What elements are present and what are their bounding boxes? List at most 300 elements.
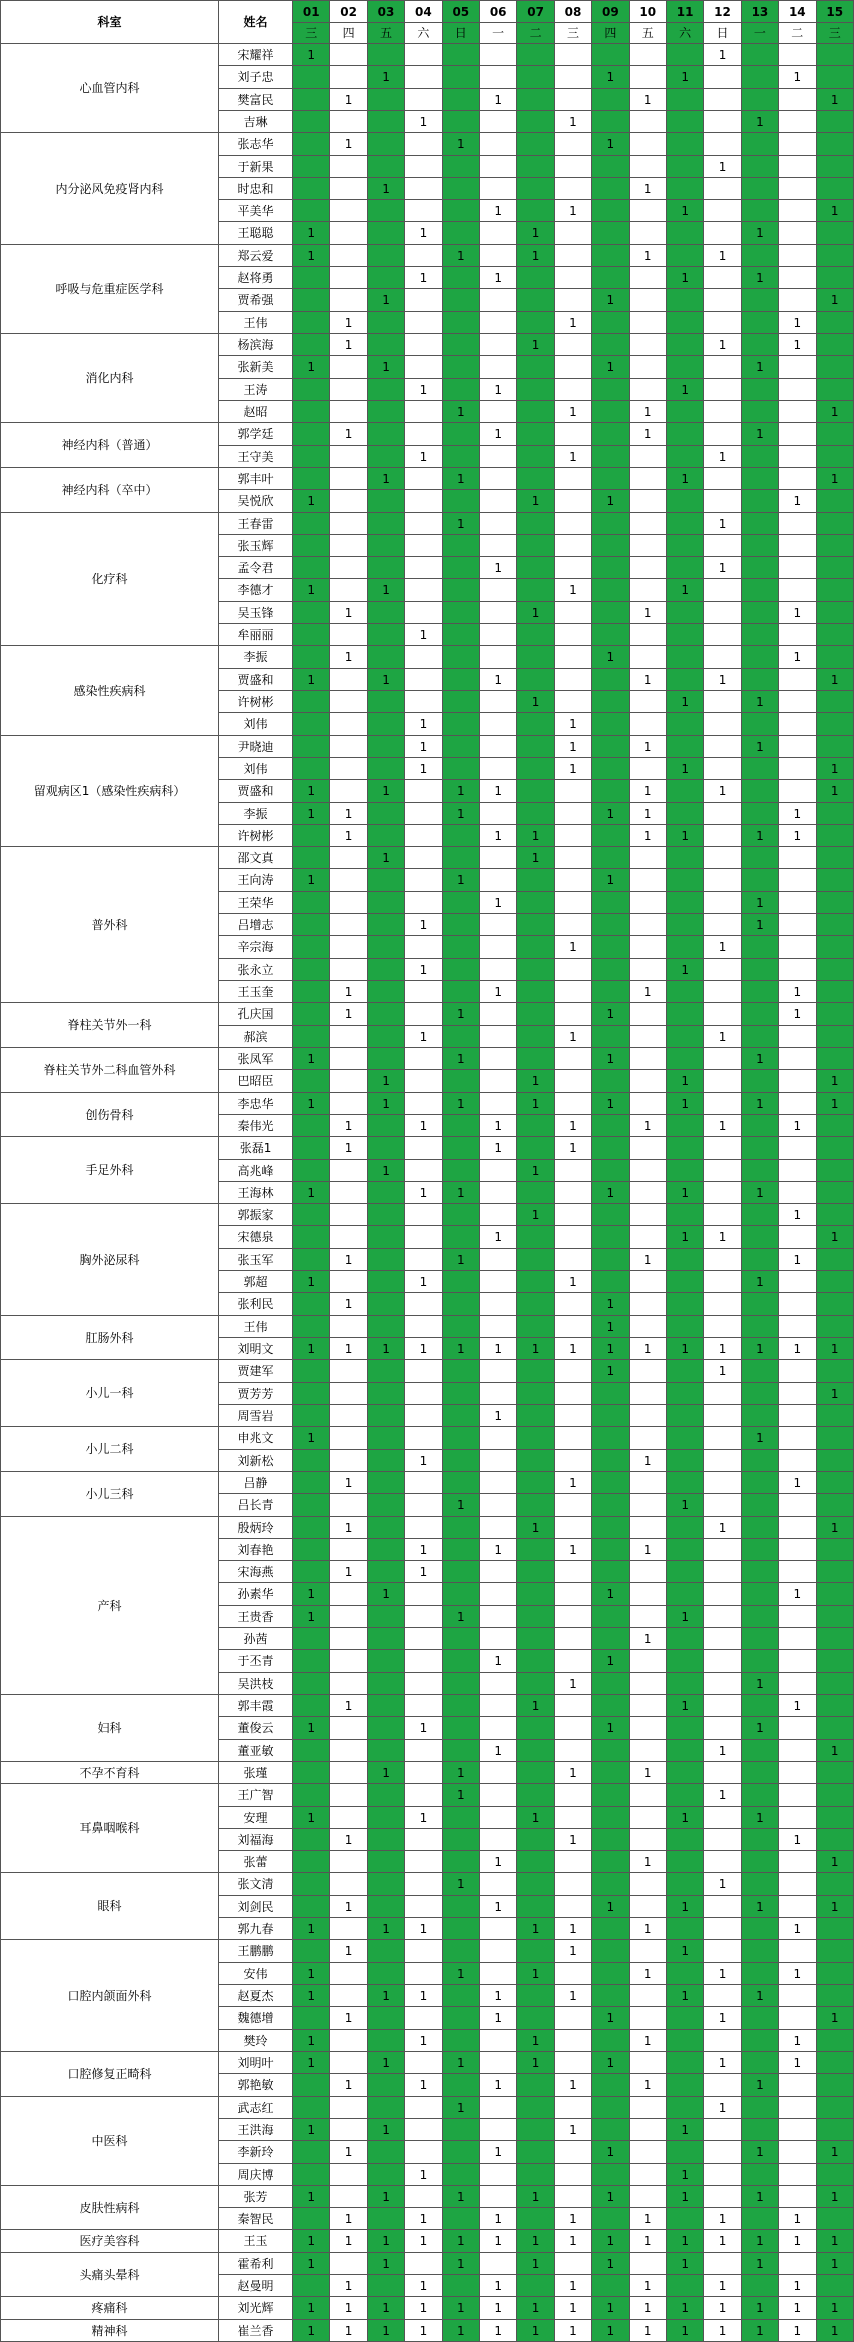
duty-empty-cell bbox=[779, 44, 816, 66]
duty-empty-cell bbox=[592, 1807, 629, 1829]
duty-mark-cell: 1 bbox=[779, 1583, 816, 1606]
duty-mark-cell: 1 bbox=[629, 89, 666, 111]
duty-mark-cell: 1 bbox=[779, 312, 816, 334]
duty-mark-cell: 1 bbox=[442, 2297, 479, 2320]
duty-empty-cell bbox=[442, 1896, 479, 1918]
duty-empty-cell bbox=[517, 1026, 554, 1048]
duty-empty-cell bbox=[293, 1204, 330, 1226]
duty-mark-cell: 1 bbox=[629, 1762, 666, 1784]
duty-empty-cell bbox=[367, 2074, 404, 2097]
duty-empty-cell bbox=[629, 1226, 666, 1249]
duty-empty-cell bbox=[479, 1918, 516, 1940]
duty-mark-cell: 1 bbox=[479, 2074, 516, 2097]
duty-empty-cell bbox=[442, 713, 479, 736]
duty-empty-cell bbox=[741, 446, 778, 468]
duty-empty-cell bbox=[779, 1807, 816, 1829]
duty-empty-cell bbox=[442, 1293, 479, 1316]
duty-empty-cell bbox=[554, 2141, 591, 2164]
duty-empty-cell bbox=[554, 156, 591, 178]
duty-empty-cell bbox=[592, 1851, 629, 1873]
duty-mark-cell: 1 bbox=[293, 1048, 330, 1070]
duty-mark-cell: 1 bbox=[779, 2320, 816, 2342]
duty-empty-cell bbox=[592, 1873, 629, 1896]
duty-empty-cell bbox=[779, 2186, 816, 2208]
duty-empty-cell bbox=[554, 1249, 591, 1271]
staff-name-cell: 王荣华 bbox=[219, 892, 293, 914]
duty-empty-cell bbox=[442, 1137, 479, 1160]
duty-empty-cell bbox=[405, 1695, 442, 1717]
duty-empty-cell bbox=[405, 602, 442, 624]
staff-name-cell: 时忠和 bbox=[219, 178, 293, 200]
staff-name-cell: 王海林 bbox=[219, 1182, 293, 1204]
duty-empty-cell bbox=[330, 847, 367, 869]
duty-empty-cell bbox=[442, 2141, 479, 2164]
duty-mark-cell: 1 bbox=[554, 1137, 591, 1160]
duty-empty-cell bbox=[330, 914, 367, 936]
duty-empty-cell bbox=[479, 691, 516, 713]
duty-empty-cell bbox=[479, 289, 516, 312]
duty-empty-cell bbox=[741, 1360, 778, 1383]
duty-empty-cell bbox=[554, 1494, 591, 1517]
duty-empty-cell bbox=[517, 646, 554, 669]
duty-empty-cell bbox=[816, 1561, 854, 1583]
duty-mark-cell: 1 bbox=[479, 379, 516, 401]
staff-name-cell: 张永立 bbox=[219, 959, 293, 981]
duty-mark-cell: 1 bbox=[517, 2230, 554, 2253]
duty-mark-cell: 1 bbox=[293, 44, 330, 66]
duty-empty-cell bbox=[816, 1204, 854, 1226]
duty-empty-cell bbox=[293, 312, 330, 334]
duty-empty-cell bbox=[554, 423, 591, 446]
duty-empty-cell bbox=[367, 535, 404, 557]
duty-empty-cell bbox=[592, 1137, 629, 1160]
duty-mark-cell: 1 bbox=[666, 1695, 703, 1717]
duty-empty-cell bbox=[554, 178, 591, 200]
duty-empty-cell bbox=[741, 803, 778, 825]
duty-mark-cell: 1 bbox=[666, 1940, 703, 1963]
duty-empty-cell bbox=[779, 869, 816, 892]
duty-empty-cell bbox=[666, 2007, 703, 2030]
duty-mark-cell: 1 bbox=[442, 1784, 479, 1807]
duty-empty-cell bbox=[592, 44, 629, 66]
duty-mark-cell: 1 bbox=[293, 2030, 330, 2052]
day-number-header: 02 bbox=[330, 1, 367, 23]
duty-empty-cell bbox=[666, 1383, 703, 1405]
duty-empty-cell bbox=[779, 2164, 816, 2186]
duty-mark-cell: 1 bbox=[479, 2007, 516, 2030]
duty-mark-cell: 1 bbox=[554, 1829, 591, 1851]
table-row bbox=[1, 1093, 854, 1115]
duty-empty-cell bbox=[405, 490, 442, 513]
duty-mark-cell: 1 bbox=[405, 1450, 442, 1472]
duty-mark-cell: 1 bbox=[554, 2275, 591, 2297]
duty-mark-cell: 1 bbox=[554, 1673, 591, 1695]
duty-empty-cell bbox=[479, 2253, 516, 2275]
duty-empty-cell bbox=[442, 1985, 479, 2007]
duty-empty-cell bbox=[629, 869, 666, 892]
duty-empty-cell bbox=[479, 513, 516, 535]
duty-empty-cell bbox=[293, 1517, 330, 1539]
duty-empty-cell bbox=[330, 2119, 367, 2141]
duty-mark-cell: 1 bbox=[554, 446, 591, 468]
duty-empty-cell bbox=[816, 1762, 854, 1784]
duty-empty-cell bbox=[367, 803, 404, 825]
department-cell: 精神科 bbox=[1, 2320, 219, 2342]
duty-empty-cell bbox=[479, 1717, 516, 1740]
weekday-header: 日 bbox=[704, 23, 741, 44]
duty-empty-cell bbox=[704, 111, 741, 133]
duty-empty-cell bbox=[293, 2141, 330, 2164]
duty-mark-cell: 1 bbox=[629, 2074, 666, 2097]
duty-empty-cell bbox=[592, 1606, 629, 1628]
duty-mark-cell: 1 bbox=[479, 423, 516, 446]
duty-empty-cell bbox=[816, 1405, 854, 1427]
duty-empty-cell bbox=[629, 1940, 666, 1963]
duty-empty-cell bbox=[367, 1405, 404, 1427]
duty-empty-cell bbox=[479, 66, 516, 89]
duty-empty-cell bbox=[517, 1137, 554, 1160]
duty-empty-cell bbox=[816, 646, 854, 669]
duty-mark-cell: 1 bbox=[592, 289, 629, 312]
duty-empty-cell bbox=[779, 2097, 816, 2119]
duty-empty-cell bbox=[367, 1740, 404, 1762]
duty-empty-cell bbox=[554, 2030, 591, 2052]
duty-empty-cell bbox=[367, 1851, 404, 1873]
duty-empty-cell bbox=[554, 89, 591, 111]
duty-mark-cell: 1 bbox=[293, 1717, 330, 1740]
duty-mark-cell: 1 bbox=[704, 1873, 741, 1896]
duty-empty-cell bbox=[479, 1807, 516, 1829]
duty-empty-cell bbox=[816, 602, 854, 624]
duty-empty-cell bbox=[816, 1985, 854, 2007]
duty-mark-cell: 1 bbox=[405, 2030, 442, 2052]
duty-empty-cell bbox=[517, 1427, 554, 1450]
duty-empty-cell bbox=[592, 1249, 629, 1271]
duty-empty-cell bbox=[367, 44, 404, 66]
staff-name-cell: 吕静 bbox=[219, 1472, 293, 1494]
duty-mark-cell: 1 bbox=[367, 2253, 404, 2275]
duty-empty-cell bbox=[741, 1918, 778, 1940]
staff-name-cell: 王涛 bbox=[219, 379, 293, 401]
table-row bbox=[1, 2230, 854, 2253]
duty-empty-cell bbox=[666, 1472, 703, 1494]
duty-empty-cell bbox=[592, 446, 629, 468]
duty-empty-cell bbox=[367, 1293, 404, 1316]
duty-empty-cell bbox=[704, 2141, 741, 2164]
duty-empty-cell bbox=[741, 624, 778, 646]
duty-empty-cell bbox=[816, 1784, 854, 1807]
duty-empty-cell bbox=[367, 1427, 404, 1450]
duty-empty-cell bbox=[779, 1851, 816, 1873]
duty-empty-cell bbox=[704, 579, 741, 602]
duty-mark-cell: 1 bbox=[592, 133, 629, 156]
duty-empty-cell bbox=[293, 1405, 330, 1427]
duty-empty-cell bbox=[554, 981, 591, 1003]
duty-empty-cell bbox=[330, 1048, 367, 1070]
duty-empty-cell bbox=[629, 2007, 666, 2030]
duty-empty-cell bbox=[816, 2052, 854, 2074]
duty-empty-cell bbox=[629, 2253, 666, 2275]
duty-empty-cell bbox=[442, 2007, 479, 2030]
department-cell: 疼痛科 bbox=[1, 2297, 219, 2320]
duty-empty-cell bbox=[517, 1182, 554, 1204]
duty-empty-cell bbox=[442, 2275, 479, 2297]
duty-empty-cell bbox=[405, 1383, 442, 1405]
duty-empty-cell bbox=[405, 1137, 442, 1160]
duty-empty-cell bbox=[367, 892, 404, 914]
duty-empty-cell bbox=[816, 1918, 854, 1940]
duty-mark-cell: 1 bbox=[816, 200, 854, 222]
duty-empty-cell bbox=[816, 222, 854, 245]
duty-empty-cell bbox=[779, 446, 816, 468]
duty-mark-cell: 1 bbox=[629, 669, 666, 691]
duty-empty-cell bbox=[330, 1316, 367, 1338]
duty-mark-cell: 1 bbox=[554, 1985, 591, 2007]
duty-empty-cell bbox=[517, 2074, 554, 2097]
duty-empty-cell bbox=[554, 1160, 591, 1182]
duty-empty-cell bbox=[629, 1472, 666, 1494]
duty-empty-cell bbox=[554, 1517, 591, 1539]
duty-mark-cell: 1 bbox=[816, 1517, 854, 1539]
duty-mark-cell: 1 bbox=[741, 1093, 778, 1115]
table-row bbox=[1, 44, 854, 66]
table-row bbox=[1, 2320, 854, 2342]
duty-mark-cell: 1 bbox=[629, 602, 666, 624]
duty-empty-cell bbox=[741, 646, 778, 669]
duty-empty-cell bbox=[554, 1583, 591, 1606]
department-cell: 创伤骨科 bbox=[1, 1093, 219, 1137]
staff-name-cell: 赵昭 bbox=[219, 401, 293, 423]
duty-empty-cell bbox=[293, 1115, 330, 1137]
duty-empty-cell bbox=[779, 513, 816, 535]
duty-empty-cell bbox=[779, 1226, 816, 1249]
duty-mark-cell: 1 bbox=[779, 334, 816, 356]
duty-empty-cell bbox=[367, 1784, 404, 1807]
duty-empty-cell bbox=[554, 2164, 591, 2186]
duty-empty-cell bbox=[479, 914, 516, 936]
duty-empty-cell bbox=[741, 1226, 778, 1249]
duty-empty-cell bbox=[629, 1896, 666, 1918]
duty-empty-cell bbox=[704, 1450, 741, 1472]
duty-empty-cell bbox=[741, 713, 778, 736]
duty-empty-cell bbox=[479, 646, 516, 669]
duty-empty-cell bbox=[442, 847, 479, 869]
duty-empty-cell bbox=[330, 736, 367, 758]
duty-empty-cell bbox=[442, 669, 479, 691]
duty-empty-cell bbox=[293, 959, 330, 981]
duty-empty-cell bbox=[629, 624, 666, 646]
duty-mark-cell: 1 bbox=[330, 1695, 367, 1717]
duty-empty-cell bbox=[479, 1472, 516, 1494]
duty-empty-cell bbox=[629, 1360, 666, 1383]
duty-empty-cell bbox=[666, 869, 703, 892]
duty-mark-cell: 1 bbox=[479, 2230, 516, 2253]
duty-mark-cell: 1 bbox=[442, 1762, 479, 1784]
duty-mark-cell: 1 bbox=[592, 2141, 629, 2164]
duty-mark-cell: 1 bbox=[330, 1472, 367, 1494]
duty-mark-cell: 1 bbox=[330, 646, 367, 669]
duty-empty-cell bbox=[517, 289, 554, 312]
duty-mark-cell: 1 bbox=[330, 1561, 367, 1583]
duty-mark-cell: 1 bbox=[629, 2297, 666, 2320]
duty-empty-cell bbox=[592, 1963, 629, 1985]
duty-empty-cell bbox=[779, 758, 816, 780]
duty-empty-cell bbox=[629, 1137, 666, 1160]
duty-empty-cell bbox=[704, 892, 741, 914]
duty-empty-cell bbox=[405, 780, 442, 803]
duty-empty-cell bbox=[293, 178, 330, 200]
duty-mark-cell: 1 bbox=[741, 2297, 778, 2320]
duty-empty-cell bbox=[554, 914, 591, 936]
duty-empty-cell bbox=[816, 869, 854, 892]
duty-empty-cell bbox=[405, 334, 442, 356]
duty-mark-cell: 1 bbox=[442, 1606, 479, 1628]
table-row bbox=[1, 2253, 854, 2275]
duty-empty-cell bbox=[367, 2164, 404, 2186]
duty-empty-cell bbox=[779, 1762, 816, 1784]
duty-mark-cell: 1 bbox=[330, 825, 367, 847]
duty-empty-cell bbox=[816, 1427, 854, 1450]
duty-mark-cell: 1 bbox=[779, 2230, 816, 2253]
duty-mark-cell: 1 bbox=[629, 1918, 666, 1940]
duty-mark-cell: 1 bbox=[442, 1873, 479, 1896]
duty-mark-cell: 1 bbox=[367, 289, 404, 312]
duty-mark-cell: 1 bbox=[816, 1070, 854, 1093]
duty-mark-cell: 1 bbox=[741, 914, 778, 936]
duty-empty-cell bbox=[592, 758, 629, 780]
duty-empty-cell bbox=[779, 156, 816, 178]
duty-empty-cell bbox=[293, 713, 330, 736]
duty-empty-cell bbox=[442, 2030, 479, 2052]
duty-empty-cell bbox=[816, 446, 854, 468]
duty-empty-cell bbox=[442, 914, 479, 936]
duty-mark-cell: 1 bbox=[405, 713, 442, 736]
duty-empty-cell bbox=[405, 1628, 442, 1650]
weekday-header: 三 bbox=[293, 23, 330, 44]
duty-mark-cell: 1 bbox=[592, 356, 629, 379]
duty-mark-cell: 1 bbox=[779, 1829, 816, 1851]
staff-name-cell: 董俊云 bbox=[219, 1717, 293, 1740]
duty-empty-cell bbox=[367, 1673, 404, 1695]
table-row bbox=[1, 133, 854, 156]
weekday-header: 日 bbox=[442, 23, 479, 44]
duty-mark-cell: 1 bbox=[442, 1003, 479, 1026]
duty-empty-cell bbox=[479, 1940, 516, 1963]
duty-empty-cell bbox=[816, 356, 854, 379]
duty-mark-cell: 1 bbox=[554, 1472, 591, 1494]
duty-empty-cell bbox=[517, 1450, 554, 1472]
department-cell: 胸外泌尿科 bbox=[1, 1204, 219, 1316]
duty-mark-cell: 1 bbox=[816, 1338, 854, 1360]
duty-empty-cell bbox=[479, 1628, 516, 1650]
duty-empty-cell bbox=[629, 914, 666, 936]
duty-empty-cell bbox=[442, 1829, 479, 1851]
duty-empty-cell bbox=[741, 535, 778, 557]
staff-name-cell: 于丕青 bbox=[219, 1650, 293, 1673]
duty-empty-cell bbox=[592, 423, 629, 446]
duty-mark-cell: 1 bbox=[592, 1338, 629, 1360]
duty-empty-cell bbox=[293, 1628, 330, 1650]
duty-mark-cell: 1 bbox=[779, 2275, 816, 2297]
duty-empty-cell bbox=[741, 156, 778, 178]
day-number-header: 15 bbox=[816, 1, 854, 23]
duty-empty-cell bbox=[816, 1182, 854, 1204]
duty-empty-cell bbox=[704, 847, 741, 869]
duty-mark-cell: 1 bbox=[479, 1137, 516, 1160]
duty-empty-cell bbox=[741, 1561, 778, 1583]
duty-empty-cell bbox=[816, 334, 854, 356]
duty-empty-cell bbox=[779, 1048, 816, 1070]
duty-empty-cell bbox=[779, 959, 816, 981]
duty-empty-cell bbox=[330, 1360, 367, 1383]
duty-empty-cell bbox=[479, 1494, 516, 1517]
duty-empty-cell bbox=[405, 981, 442, 1003]
duty-empty-cell bbox=[442, 111, 479, 133]
duty-empty-cell bbox=[741, 513, 778, 535]
duty-mark-cell: 1 bbox=[666, 2297, 703, 2320]
duty-mark-cell: 1 bbox=[779, 825, 816, 847]
duty-empty-cell bbox=[816, 1650, 854, 1673]
duty-mark-cell: 1 bbox=[629, 245, 666, 267]
duty-mark-cell: 1 bbox=[330, 1517, 367, 1539]
duty-mark-cell: 1 bbox=[741, 1048, 778, 1070]
duty-mark-cell: 1 bbox=[704, 2007, 741, 2030]
duty-mark-cell: 1 bbox=[330, 1115, 367, 1137]
duty-empty-cell bbox=[405, 1494, 442, 1517]
duty-mark-cell: 1 bbox=[293, 1093, 330, 1115]
duty-mark-cell: 1 bbox=[554, 1918, 591, 1940]
duty-empty-cell bbox=[554, 1093, 591, 1115]
table-row bbox=[1, 2097, 854, 2119]
duty-empty-cell bbox=[816, 691, 854, 713]
duty-mark-cell: 1 bbox=[405, 1561, 442, 1583]
duty-empty-cell bbox=[592, 1829, 629, 1851]
duty-empty-cell bbox=[666, 1918, 703, 1940]
duty-empty-cell bbox=[666, 111, 703, 133]
duty-mark-cell: 1 bbox=[704, 44, 741, 66]
duty-mark-cell: 1 bbox=[704, 245, 741, 267]
duty-mark-cell: 1 bbox=[367, 2186, 404, 2208]
duty-empty-cell bbox=[741, 1026, 778, 1048]
duty-empty-cell bbox=[517, 1472, 554, 1494]
duty-mark-cell: 1 bbox=[816, 1093, 854, 1115]
duty-mark-cell: 1 bbox=[517, 1093, 554, 1115]
duty-empty-cell bbox=[442, 1851, 479, 1873]
duty-mark-cell: 1 bbox=[592, 2297, 629, 2320]
duty-empty-cell bbox=[666, 1539, 703, 1561]
staff-name-cell: 宋德泉 bbox=[219, 1226, 293, 1249]
duty-mark-cell: 1 bbox=[405, 959, 442, 981]
duty-empty-cell bbox=[293, 1829, 330, 1851]
table-row bbox=[1, 2186, 854, 2208]
duty-mark-cell: 1 bbox=[293, 2230, 330, 2253]
duty-empty-cell bbox=[405, 1249, 442, 1271]
duty-empty-cell bbox=[293, 1226, 330, 1249]
duty-empty-cell bbox=[293, 847, 330, 869]
duty-empty-cell bbox=[330, 222, 367, 245]
duty-empty-cell bbox=[517, 1048, 554, 1070]
duty-empty-cell bbox=[479, 1093, 516, 1115]
duty-empty-cell bbox=[592, 892, 629, 914]
duty-mark-cell: 1 bbox=[442, 1182, 479, 1204]
duty-empty-cell bbox=[479, 133, 516, 156]
duty-empty-cell bbox=[405, 1963, 442, 1985]
duty-empty-cell bbox=[666, 245, 703, 267]
duty-empty-cell bbox=[405, 1829, 442, 1851]
duty-empty-cell bbox=[816, 1316, 854, 1338]
duty-empty-cell bbox=[629, 1003, 666, 1026]
duty-empty-cell bbox=[666, 1003, 703, 1026]
